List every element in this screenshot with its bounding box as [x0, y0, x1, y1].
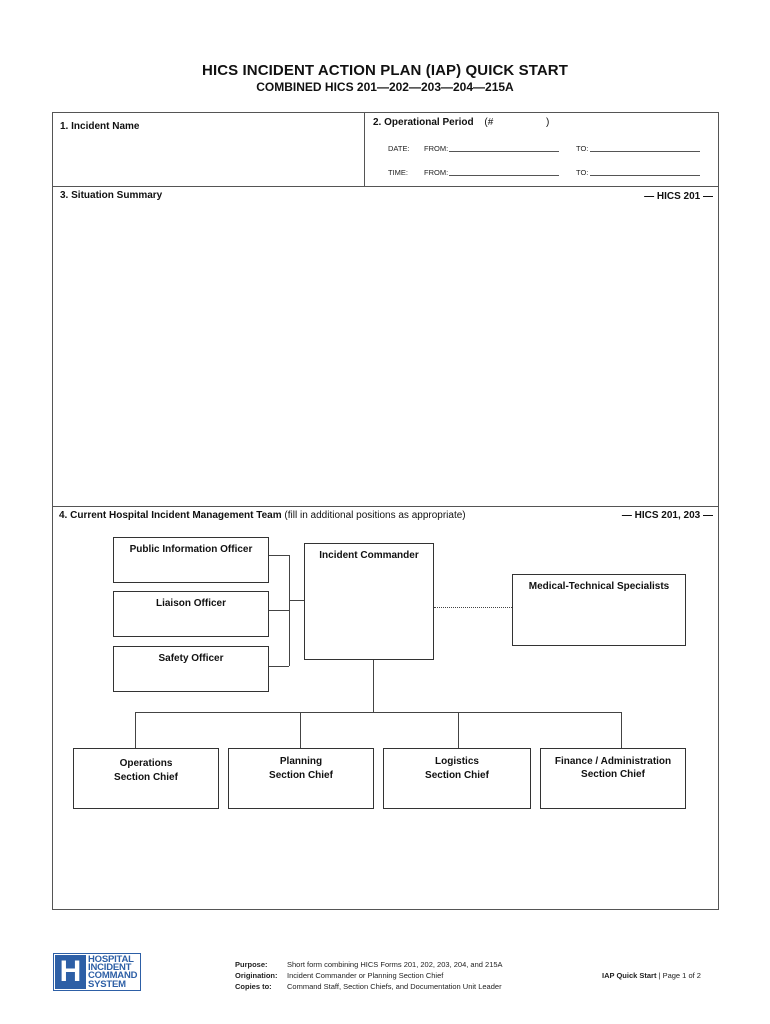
form-title: HICS INCIDENT ACTION PLAN (IAP) QUICK START [202, 62, 568, 79]
page-indicator [602, 970, 701, 981]
med-tech-label: Medical-Technical Specialists [528, 581, 670, 592]
copies-label: Copies to: [235, 982, 272, 991]
connector-fin [621, 712, 622, 748]
management-team-label [59, 510, 466, 521]
finance-line2: Section Chief [581, 769, 645, 780]
form-name: IAP Quick Start [602, 971, 657, 980]
med-tech-box[interactable] [512, 574, 686, 646]
logo-word-1: HOSPITAL [88, 954, 134, 965]
date-from-field[interactable] [449, 144, 559, 152]
divider-section-1-2 [364, 112, 365, 186]
date-label: DATE: [388, 144, 410, 153]
incident-name-field[interactable] [56, 136, 360, 182]
situation-summary-ref: — HICS 201 — [644, 191, 713, 202]
connector-ic-down [373, 660, 374, 712]
connector-staff-vertical [289, 555, 290, 666]
logo-word-4: SYSTEM [88, 978, 126, 990]
hics-logo [53, 953, 141, 991]
planning-chief-box[interactable] [228, 748, 374, 809]
footer-values [287, 959, 503, 992]
incident-commander-label: Incident Commander [319, 550, 419, 561]
connector-ops [135, 712, 136, 748]
purpose-value: Short form combining HICS Forms 201, 202, 203, 204, and 215A [287, 960, 503, 969]
incident-commander-box[interactable] [304, 543, 434, 660]
logistics-chief-box[interactable] [383, 748, 531, 809]
pio-label: Public Information Officer [129, 544, 253, 555]
hics-logo-words [88, 956, 137, 989]
time-to-field[interactable] [590, 168, 700, 176]
operational-period-hash: (# [484, 117, 494, 128]
hics-logo-letter: H [55, 955, 86, 989]
pio-box[interactable] [113, 537, 269, 583]
operational-period-label [373, 117, 493, 128]
situation-summary-label: 3. Situation Summary [60, 190, 163, 201]
liaison-label: Liaison Officer [155, 598, 226, 609]
situation-summary-field[interactable] [56, 206, 715, 502]
connector-safety [269, 666, 289, 667]
management-team-note: (fill in additional positions as appropriate) [284, 510, 466, 521]
time-to-label: TO: [576, 168, 589, 177]
divider-section-3-4 [52, 506, 719, 507]
finance-line1: Finance / Administration [554, 756, 672, 767]
time-label: TIME: [388, 168, 408, 177]
time-from-field[interactable] [449, 168, 559, 176]
date-from-label: FROM: [424, 144, 449, 153]
safety-box[interactable] [113, 646, 269, 692]
operational-period-text: 2. Operational Period [373, 117, 474, 128]
management-team-ref: — HICS 201, 203 — [621, 510, 713, 521]
connector-staff-to-ic [289, 600, 304, 601]
origination-label: Origination: [235, 971, 278, 980]
connector-plan [300, 712, 301, 748]
logistics-line2: Section Chief [425, 770, 489, 781]
planning-line1: Planning [279, 756, 323, 767]
liaison-box[interactable] [113, 591, 269, 637]
operations-chief-box[interactable] [73, 748, 219, 809]
operational-period-number-field[interactable] [500, 116, 544, 128]
connector-med-tech [434, 607, 512, 608]
date-to-field[interactable] [590, 144, 700, 152]
connector-liaison [269, 610, 289, 611]
operational-period-close: ) [546, 117, 550, 128]
copies-value: Command Staff, Section Chiefs, and Documentation Unit Leader [287, 982, 502, 991]
logo-word-2: INCIDENT [88, 962, 132, 974]
connector-log [458, 712, 459, 748]
date-to-label: TO: [576, 144, 589, 153]
operations-line1: Operations [119, 758, 173, 769]
connector-pio [269, 555, 289, 556]
incident-name-label: 1. Incident Name [60, 121, 140, 132]
planning-line2: Section Chief [269, 770, 333, 781]
purpose-label: Purpose: [235, 960, 268, 969]
management-team-title: 4. Current Hospital Incident Management Team [59, 510, 282, 521]
footer-labels [235, 959, 278, 992]
time-from-label: FROM: [424, 168, 449, 177]
origination-value: Incident Commander or Planning Section Chief [287, 971, 444, 980]
finance-chief-box[interactable] [540, 748, 686, 809]
form-subtitle: COMBINED HICS 201—202—203—204—215A [256, 80, 514, 94]
safety-label: Safety Officer [158, 653, 224, 664]
operations-line2: Section Chief [114, 772, 178, 783]
divider-section-1-3 [52, 186, 719, 187]
page-info: | Page 1 of 2 [656, 971, 701, 980]
logo-word-3: COMMAND [88, 970, 138, 982]
logistics-line1: Logistics [435, 756, 479, 767]
connector-sections-horizontal [135, 712, 622, 713]
